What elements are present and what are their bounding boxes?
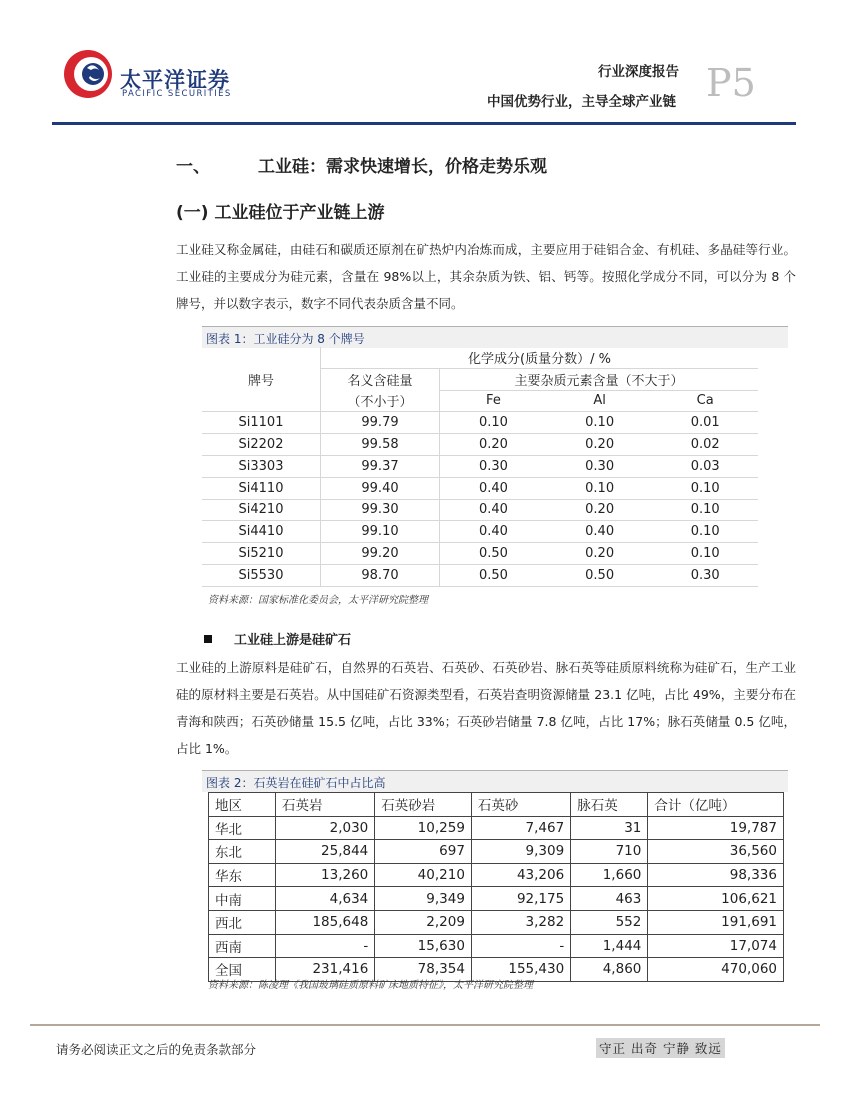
table-cell: 10,259 (375, 816, 472, 840)
table-cell: 0.10 (652, 521, 758, 543)
footer-motto: 守正 出奇 宁静 致远 (596, 1038, 725, 1058)
table-cell: 155,430 (471, 958, 570, 982)
table-cell: 98.70 (321, 564, 440, 586)
table-cell: 0.50 (547, 564, 653, 586)
header-fe: Fe (440, 390, 547, 412)
table-cell: Si4110 (202, 477, 321, 499)
subsection-title: (一) 工业硅位于产业链上游 (176, 203, 385, 223)
header-nominal-si-note: （不小于） (321, 390, 440, 412)
table-cell: Si5210 (202, 543, 321, 565)
silicon-grade-table (202, 347, 758, 587)
table-row (209, 840, 784, 864)
table-cell: 231,416 (276, 958, 375, 982)
table-cell: 106,621 (648, 887, 784, 911)
table-cell: 东北 (209, 840, 276, 864)
table-cell: 470,060 (648, 958, 784, 982)
table-row (202, 477, 758, 499)
table-row (202, 499, 758, 521)
figure-2-title-bar (202, 770, 788, 792)
table-cell: 0.40 (440, 499, 547, 521)
figure-1-source: 资料来源：国家标准化委员会，太平洋研究院整理 (208, 595, 428, 606)
table-cell: 0.10 (547, 477, 653, 499)
table-cell: 697 (375, 840, 472, 864)
table-cell: 99.30 (321, 499, 440, 521)
table-cell: 0.02 (652, 434, 758, 456)
table-header-cell: 合计（亿吨） (648, 793, 784, 817)
table-cell: 7,467 (471, 816, 570, 840)
table-cell: - (471, 934, 570, 958)
table-cell: - (276, 934, 375, 958)
logo-chinese-name: 太平洋证券 (120, 68, 230, 92)
table-cell: Si4210 (202, 499, 321, 521)
table-cell: 99.20 (321, 543, 440, 565)
table-cell: 78,354 (375, 958, 472, 982)
table-cell: 15,630 (375, 934, 472, 958)
table-cell: 中南 (209, 887, 276, 911)
table-cell: 0.03 (652, 455, 758, 477)
table-cell: 25,844 (276, 840, 375, 864)
table-cell: 4,634 (276, 887, 375, 911)
table-cell: 0.10 (652, 499, 758, 521)
table-cell: 华北 (209, 816, 276, 840)
header-al: Al (547, 390, 653, 412)
table-row (209, 863, 784, 887)
table-cell: 552 (571, 910, 648, 934)
table-cell: 710 (571, 840, 648, 864)
table-cell: 43,206 (471, 863, 570, 887)
table-cell: 0.20 (547, 499, 653, 521)
table-cell: 0.20 (440, 434, 547, 456)
section-number: 一、 (176, 157, 210, 177)
table-cell: 185,648 (276, 910, 375, 934)
table-row (202, 412, 758, 434)
body-paragraph-2: 工业硅的上游原料是硅矿石，自然界的石英岩、石英砂、石英砂岩、脉石英等硅质原料统称为硅矿石，生产工业硅的原材料主要是石英岩。从中国硅矿石资源类型看，石英岩查明资源储量 23.1 亿吨，占比 49%，主要分布在青海和陕西；石英砂储量 15.5 亿吨，占比 33%；石英砂岩储量 7.8 亿吨，占比 17%；脉石英储量 0.5 亿吨，占比 1%。 (176, 660, 796, 756)
table-cell: 13,260 (276, 863, 375, 887)
table-cell: 9,309 (471, 840, 570, 864)
table-cell: 19,787 (648, 816, 784, 840)
table-cell: 0.50 (440, 564, 547, 586)
table-cell: 99.40 (321, 477, 440, 499)
table-cell: Si3303 (202, 455, 321, 477)
table-cell: 191,691 (648, 910, 784, 934)
table-header-cell: 石英岩 (276, 793, 375, 817)
table-cell: 31 (571, 816, 648, 840)
header-nominal-si: 名义含硅量 (321, 368, 440, 390)
table-cell: 0.30 (652, 564, 758, 586)
table-header-cell: 石英砂岩 (375, 793, 472, 817)
table-cell: 17,074 (648, 934, 784, 958)
table-cell: 40,210 (375, 863, 472, 887)
page-number: P5 (706, 61, 756, 105)
table-cell: 1,660 (571, 863, 648, 887)
table-cell: 2,209 (375, 910, 472, 934)
table-cell: 99.58 (321, 434, 440, 456)
table-cell: Si2202 (202, 434, 321, 456)
table-row (209, 910, 784, 934)
table-cell: 0.40 (440, 521, 547, 543)
table-cell: Si4410 (202, 521, 321, 543)
table-cell: 西南 (209, 934, 276, 958)
header-grade: 牌号 (202, 347, 321, 412)
table-cell: 0.01 (652, 412, 758, 434)
table-row (209, 934, 784, 958)
footer-disclaimer: 请务必阅读正文之后的免责条款部分 (56, 1042, 257, 1057)
table-cell: 0.40 (440, 477, 547, 499)
table-cell: 92,175 (471, 887, 570, 911)
table-row (209, 816, 784, 840)
table-cell: 4,860 (571, 958, 648, 982)
table-cell: 36,560 (648, 840, 784, 864)
table-cell: 98,336 (648, 863, 784, 887)
footer-divider (30, 1024, 820, 1026)
table-cell: 99.37 (321, 455, 440, 477)
table-cell: 0.10 (652, 477, 758, 499)
table-cell: 华东 (209, 863, 276, 887)
table-cell: 1,444 (571, 934, 648, 958)
table-row (202, 521, 758, 543)
bullet-heading: 工业硅上游是硅矿石 (234, 633, 352, 648)
figure-1-title-bar (202, 326, 788, 348)
table-cell: 3,282 (471, 910, 570, 934)
table-cell: 0.30 (440, 455, 547, 477)
pacific-securities-logo-icon (62, 48, 114, 100)
table-cell: 全国 (209, 958, 276, 982)
table-row (202, 434, 758, 456)
figure-1-title: 图表 1：工业硅分为 8 个牌号 (206, 332, 365, 346)
bullet-square-icon (204, 635, 212, 643)
table-row (202, 543, 758, 565)
table-cell: 0.40 (547, 521, 653, 543)
table-cell: 0.20 (547, 543, 653, 565)
table-cell: 0.20 (547, 434, 653, 456)
table-cell: 0.50 (440, 543, 547, 565)
table-cell: Si1101 (202, 412, 321, 434)
table-cell: Si5530 (202, 564, 321, 586)
table-header-row (202, 347, 758, 368)
table-row (209, 887, 784, 911)
header-impurity: 主要杂质元素含量（不大于） (440, 368, 759, 390)
table-header-cell: 地区 (209, 793, 276, 817)
body-paragraph-1: 工业硅又称金属硅，由硅石和碳质还原剂在矿热炉内冶炼而成，主要应用于硅铝合金、有机硅、多晶硅等行业。工业硅的主要成分为硅元素，含量在 98%以上，其余杂质为铁、铝、钙等。按照化学成分不同，可以分为 8 个牌号，并以数字表示，数字不同代表杂质含量不同。 (176, 242, 796, 311)
table-cell: 99.10 (321, 521, 440, 543)
report-type: 行业深度报告 (598, 64, 679, 80)
header-chemical-composition: 化学成分(质量分数）/ % (321, 347, 759, 368)
report-subtitle: 中国优势行业，主导全球产业链 (487, 94, 676, 110)
silica-ore-reserves-table (208, 792, 784, 982)
figure-2-source: 资料来源：陈凌理《我国玻璃硅质原料矿床地质特征》，太平洋研究院整理 (208, 980, 533, 991)
table-cell: 西北 (209, 910, 276, 934)
table-header-cell: 脉石英 (571, 793, 648, 817)
table-header-cell: 石英砂 (471, 793, 570, 817)
table-cell: 463 (571, 887, 648, 911)
table-row (202, 564, 758, 586)
section-title: 工业硅：需求快速增长，价格走势乐观 (258, 157, 547, 177)
header-ca: Ca (652, 390, 758, 412)
table-cell: 0.10 (652, 543, 758, 565)
table-cell: 2,030 (276, 816, 375, 840)
table-cell: 0.30 (547, 455, 653, 477)
header-divider (52, 122, 796, 125)
figure-2-title: 图表 2：石英岩在硅矿石中占比高 (206, 776, 386, 790)
table-cell: 99.79 (321, 412, 440, 434)
table-header-row (209, 793, 784, 817)
table-cell: 0.10 (440, 412, 547, 434)
table-cell: 0.10 (547, 412, 653, 434)
logo-english-name: PACIFIC SECURITIES (122, 89, 232, 99)
table-cell: 9,349 (375, 887, 472, 911)
table-row (202, 455, 758, 477)
